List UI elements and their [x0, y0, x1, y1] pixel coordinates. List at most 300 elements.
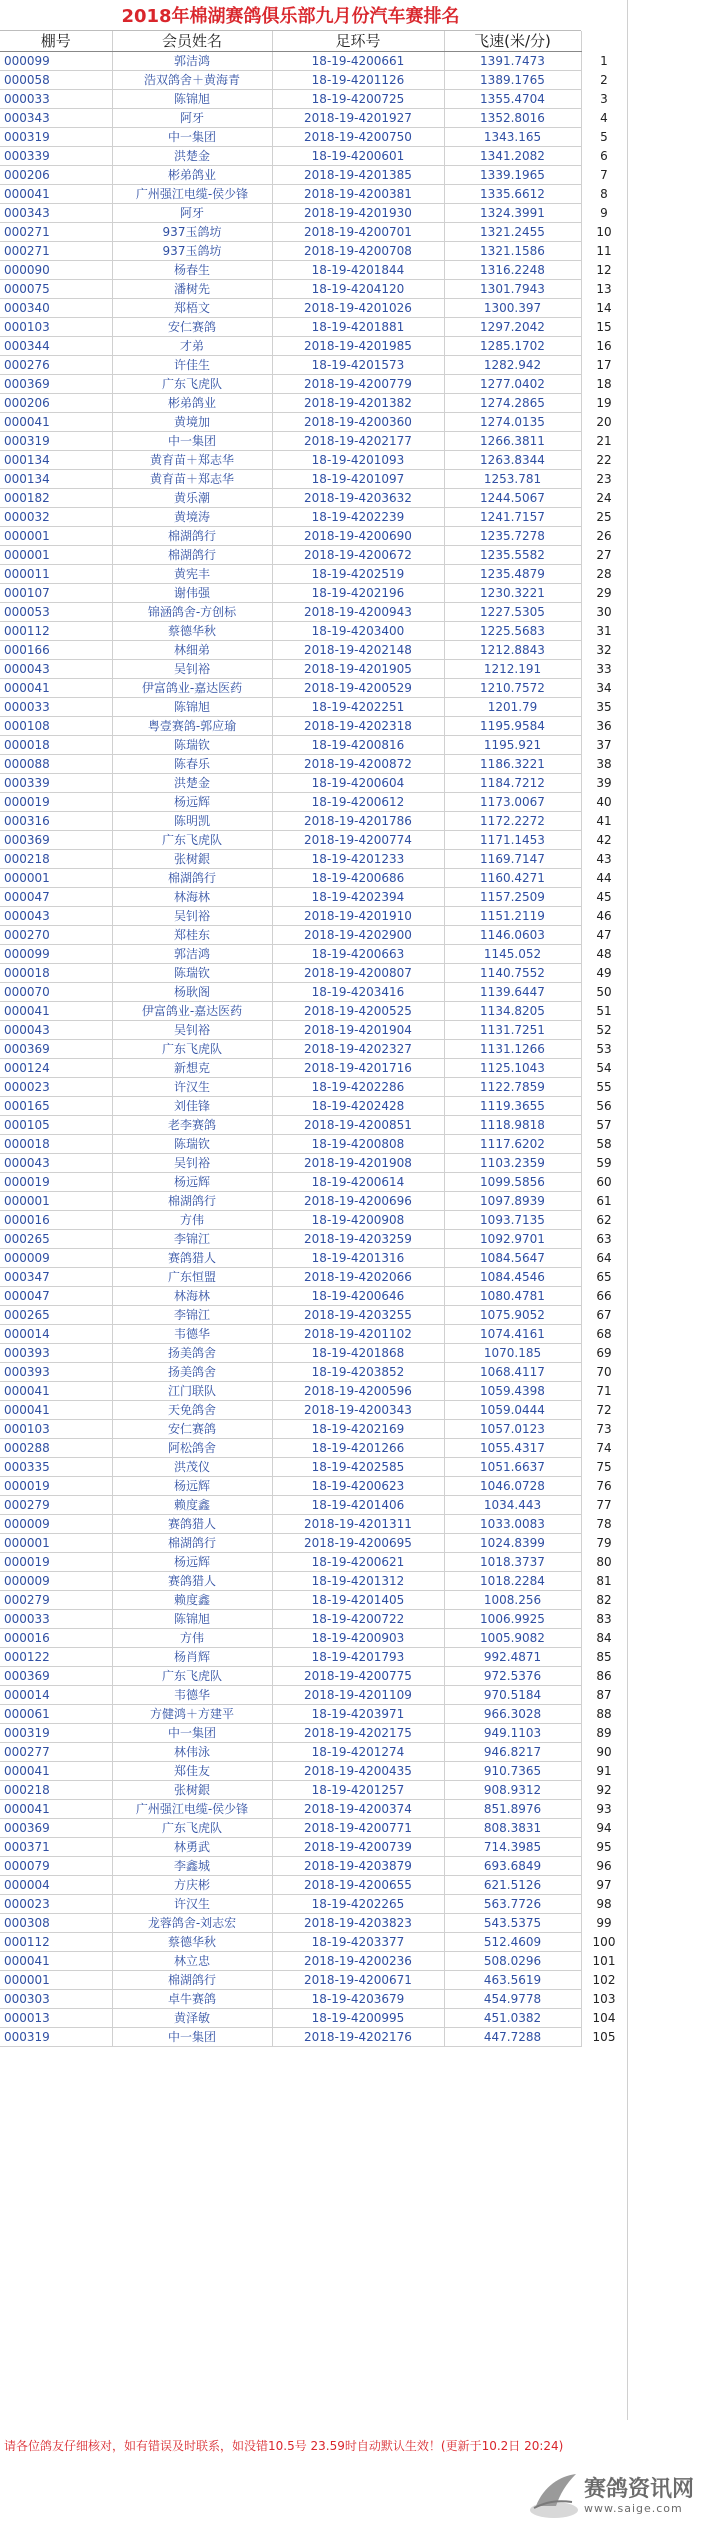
cell-member-name: 韦德华 — [112, 1686, 272, 1705]
rank-number: 69 — [596, 1345, 612, 1360]
rank-number: 46 — [596, 908, 612, 923]
cell-bird-id: 000047 — [0, 888, 112, 907]
table-row — [0, 166, 581, 185]
cell-speed: 851.8976 — [444, 1800, 581, 1819]
cell-member-name: 赖度鑫 — [112, 1496, 272, 1515]
cell-bird-id: 000276 — [0, 356, 112, 375]
cell-ring-number: 2018-19-4201908 — [272, 1154, 444, 1173]
cell-speed: 1341.2082 — [444, 147, 581, 166]
cell-bird-id: 000001 — [0, 546, 112, 565]
cell-ring-number: 18-19-4200808 — [272, 1135, 444, 1154]
cell-member-name: 谢伟强 — [112, 584, 272, 603]
cell-bird-id: 000058 — [0, 71, 112, 90]
rank-number: 9 — [600, 205, 608, 220]
table-row — [0, 983, 581, 1002]
cell-member-name: 阿牙 — [112, 109, 272, 128]
cell-member-name: 广东飞虎队 — [112, 1040, 272, 1059]
cell-ring-number: 2018-19-4200696 — [272, 1192, 444, 1211]
table-row — [0, 71, 581, 90]
rank-number: 77 — [596, 1497, 612, 1512]
cell-speed: 1080.4781 — [444, 1287, 581, 1306]
cell-bird-id: 000279 — [0, 1591, 112, 1610]
cell-speed: 1118.9818 — [444, 1116, 581, 1135]
rank-number: 52 — [596, 1022, 612, 1037]
cell-ring-number: 18-19-4200661 — [272, 52, 444, 71]
rank-number: 4 — [600, 110, 608, 125]
cell-ring-number: 2018-19-4201382 — [272, 394, 444, 413]
rank-number: 1 — [600, 53, 608, 68]
rank-number: 6 — [600, 148, 608, 163]
cell-bird-id: 000041 — [0, 413, 112, 432]
cell-member-name: 林海林 — [112, 888, 272, 907]
cell-ring-number: 2018-19-4200236 — [272, 1952, 444, 1971]
cell-bird-id: 000047 — [0, 1287, 112, 1306]
cell-member-name: 卓牛赛鸽 — [112, 1990, 272, 2009]
cell-ring-number: 2018-19-4201930 — [272, 204, 444, 223]
cell-speed: 1024.8399 — [444, 1534, 581, 1553]
cell-member-name: 彬弟鸽业 — [112, 166, 272, 185]
cell-speed: 1172.2272 — [444, 812, 581, 831]
cell-speed: 714.3985 — [444, 1838, 581, 1857]
table-row — [0, 1135, 581, 1154]
cell-ring-number: 2018-19-4200381 — [272, 185, 444, 204]
site-logo — [526, 2466, 720, 2524]
table-row — [0, 185, 581, 204]
table-row — [0, 1420, 581, 1439]
cell-bird-id: 000339 — [0, 147, 112, 166]
rank-number: 41 — [596, 813, 612, 828]
rank-number: 88 — [596, 1706, 612, 1721]
cell-ring-number: 2018-19-4200750 — [272, 128, 444, 147]
cell-bird-id: 000001 — [0, 1192, 112, 1211]
rank-number: 70 — [596, 1364, 612, 1379]
table-row — [0, 1496, 581, 1515]
cell-speed: 1131.7251 — [444, 1021, 581, 1040]
rank-number: 66 — [596, 1288, 612, 1303]
cell-ring-number: 2018-19-4202148 — [272, 641, 444, 660]
rank-number: 22 — [596, 452, 612, 467]
cell-ring-number: 2018-19-4201905 — [272, 660, 444, 679]
cell-speed: 621.5126 — [444, 1876, 581, 1895]
cell-bird-id: 000075 — [0, 280, 112, 299]
cell-member-name: 许汉生 — [112, 1895, 272, 1914]
cell-member-name: 林伟泳 — [112, 1743, 272, 1762]
cell-ring-number: 18-19-4201793 — [272, 1648, 444, 1667]
cell-speed: 1033.0083 — [444, 1515, 581, 1534]
cell-bird-id: 000041 — [0, 1002, 112, 1021]
cell-member-name: 蔡德华秋 — [112, 622, 272, 641]
table-row — [0, 1534, 581, 1553]
table-row — [0, 774, 581, 793]
cell-bird-id: 000308 — [0, 1914, 112, 1933]
cell-member-name: 陈瑞钦 — [112, 964, 272, 983]
table-row — [0, 1895, 581, 1914]
cell-ring-number: 18-19-4200621 — [272, 1553, 444, 1572]
table-row — [0, 1686, 581, 1705]
table-row — [0, 1021, 581, 1040]
rank-number: 32 — [596, 642, 612, 657]
cell-speed: 1005.9082 — [444, 1629, 581, 1648]
cell-bird-id: 000112 — [0, 622, 112, 641]
cell-member-name: 陈锦旭 — [112, 90, 272, 109]
cell-bird-id: 000023 — [0, 1895, 112, 1914]
rank-number: 63 — [596, 1231, 612, 1246]
cell-speed: 1093.7135 — [444, 1211, 581, 1230]
cell-member-name: 黄泽敏 — [112, 2009, 272, 2028]
cell-bird-id: 000041 — [0, 1952, 112, 1971]
cell-speed: 1391.7473 — [444, 52, 581, 71]
cell-ring-number: 18-19-4200722 — [272, 1610, 444, 1629]
cell-ring-number: 2018-19-4203259 — [272, 1230, 444, 1249]
cell-ring-number: 2018-19-4200374 — [272, 1800, 444, 1819]
cell-ring-number: 18-19-4201093 — [272, 451, 444, 470]
cell-bird-id: 000009 — [0, 1572, 112, 1591]
rank-number: 49 — [596, 965, 612, 980]
cell-ring-number: 18-19-4201233 — [272, 850, 444, 869]
cell-bird-id: 000018 — [0, 964, 112, 983]
cell-member-name: 棉湖鸽行 — [112, 869, 272, 888]
cell-member-name: 赛鸽猎人 — [112, 1249, 272, 1268]
rank-number: 27 — [596, 547, 612, 562]
cell-speed: 1125.1043 — [444, 1059, 581, 1078]
cell-bird-id: 000319 — [0, 2028, 112, 2047]
cell-bird-id: 000041 — [0, 1401, 112, 1420]
table-row — [0, 299, 581, 318]
rank-number: 5 — [600, 129, 608, 144]
cell-member-name: 林海林 — [112, 1287, 272, 1306]
cell-speed: 1084.4546 — [444, 1268, 581, 1287]
table-row — [0, 2009, 581, 2028]
rank-number: 48 — [596, 946, 612, 961]
cell-ring-number: 18-19-4201573 — [272, 356, 444, 375]
table-row — [0, 641, 581, 660]
cell-ring-number: 18-19-4201257 — [272, 1781, 444, 1800]
rank-number: 7 — [600, 167, 608, 182]
cell-ring-number: 18-19-4204120 — [272, 280, 444, 299]
table-row — [0, 907, 581, 926]
cell-speed: 1225.5683 — [444, 622, 581, 641]
header-member: 会员姓名 — [112, 31, 272, 52]
cell-speed: 946.8217 — [444, 1743, 581, 1762]
table-row — [0, 812, 581, 831]
cell-speed: 563.7726 — [444, 1895, 581, 1914]
cell-ring-number: 2018-19-4201385 — [272, 166, 444, 185]
rank-number: 15 — [596, 319, 612, 334]
cell-speed: 1018.3737 — [444, 1553, 581, 1572]
cell-speed: 1195.921 — [444, 736, 581, 755]
cell-bird-id: 000041 — [0, 185, 112, 204]
cell-bird-id: 000369 — [0, 1040, 112, 1059]
table-row — [0, 1762, 581, 1781]
header-ring: 足环号 — [272, 31, 444, 52]
cell-member-name: 杨肖辉 — [112, 1648, 272, 1667]
table-row — [0, 90, 581, 109]
cell-bird-id: 000265 — [0, 1306, 112, 1325]
cell-member-name: 浩双鸽舍＋黄海青 — [112, 71, 272, 90]
cell-bird-id: 000218 — [0, 850, 112, 869]
cell-speed: 1055.4317 — [444, 1439, 581, 1458]
rank-number: 89 — [596, 1725, 612, 1740]
table-row — [0, 755, 581, 774]
table-row — [0, 356, 581, 375]
cell-ring-number: 18-19-4200903 — [272, 1629, 444, 1648]
table-row — [0, 52, 581, 71]
rank-number: 94 — [596, 1820, 612, 1835]
cell-member-name: 洪茂仪 — [112, 1458, 272, 1477]
cell-member-name: 陈锦旭 — [112, 1610, 272, 1629]
cell-speed: 1244.5067 — [444, 489, 581, 508]
cell-member-name: 李鑫城 — [112, 1857, 272, 1876]
table-row — [0, 489, 581, 508]
rank-number: 8 — [600, 186, 608, 201]
cell-member-name: 许汉生 — [112, 1078, 272, 1097]
cell-bird-id: 000013 — [0, 2009, 112, 2028]
cell-ring-number: 2018-19-4200690 — [272, 527, 444, 546]
cell-member-name: 陈锦旭 — [112, 698, 272, 717]
table-row — [0, 527, 581, 546]
table-row — [0, 1629, 581, 1648]
cell-speed: 1274.2865 — [444, 394, 581, 413]
cell-speed: 508.0296 — [444, 1952, 581, 1971]
rank-number: 12 — [596, 262, 612, 277]
cell-bird-id: 000061 — [0, 1705, 112, 1724]
cell-bird-id: 000019 — [0, 1477, 112, 1496]
cell-member-name: 方健鸿＋方建平 — [112, 1705, 272, 1724]
cell-bird-id: 000009 — [0, 1515, 112, 1534]
table-row — [0, 1667, 581, 1686]
table-row — [0, 280, 581, 299]
cell-member-name: 伊富鸽业-嘉达医药 — [112, 1002, 272, 1021]
cell-speed: 1300.397 — [444, 299, 581, 318]
cell-member-name: 广东恒盟 — [112, 1268, 272, 1287]
cell-bird-id: 000079 — [0, 1857, 112, 1876]
table-row — [0, 793, 581, 812]
cell-bird-id: 000041 — [0, 1382, 112, 1401]
cell-member-name: 黄境加 — [112, 413, 272, 432]
cell-speed: 543.5375 — [444, 1914, 581, 1933]
cell-speed: 1352.8016 — [444, 109, 581, 128]
cell-ring-number: 2018-19-4201910 — [272, 907, 444, 926]
rank-number: 10 — [596, 224, 612, 239]
cell-member-name: 郑佳友 — [112, 1762, 272, 1781]
cell-member-name: 李锦江 — [112, 1306, 272, 1325]
cell-speed: 1186.3221 — [444, 755, 581, 774]
table-header-row — [0, 31, 581, 52]
cell-speed: 1139.6447 — [444, 983, 581, 1002]
cell-bird-id: 000122 — [0, 1648, 112, 1667]
cell-member-name: 洪楚金 — [112, 147, 272, 166]
cell-speed: 1169.7147 — [444, 850, 581, 869]
cell-ring-number: 2018-19-4201985 — [272, 337, 444, 356]
rank-number: 20 — [596, 414, 612, 429]
rank-number: 82 — [596, 1592, 612, 1607]
cell-bird-id: 000343 — [0, 204, 112, 223]
cell-ring-number: 18-19-4201312 — [272, 1572, 444, 1591]
cell-speed: 1092.9701 — [444, 1230, 581, 1249]
cell-speed: 1034.443 — [444, 1496, 581, 1515]
header-speed: 飞速(米/分) — [444, 31, 581, 52]
rank-number: 73 — [596, 1421, 612, 1436]
cell-member-name: 广州强江电缆-侯少锋 — [112, 1800, 272, 1819]
table-row — [0, 964, 581, 983]
cell-speed: 1051.6637 — [444, 1458, 581, 1477]
cell-member-name: 赛鸽猎人 — [112, 1572, 272, 1591]
cell-member-name: 937玉鸽坊 — [112, 223, 272, 242]
cell-ring-number: 2018-19-4202175 — [272, 1724, 444, 1743]
cell-ring-number: 18-19-4200686 — [272, 869, 444, 888]
cell-ring-number: 2018-19-4200695 — [272, 1534, 444, 1553]
cell-member-name: 新想克 — [112, 1059, 272, 1078]
cell-ring-number: 18-19-4200816 — [272, 736, 444, 755]
cell-bird-id: 000218 — [0, 1781, 112, 1800]
cell-member-name: 杨春生 — [112, 261, 272, 280]
cell-ring-number: 2018-19-4200525 — [272, 1002, 444, 1021]
table-row — [0, 394, 581, 413]
cell-member-name: 方伟 — [112, 1211, 272, 1230]
cell-bird-id: 000016 — [0, 1211, 112, 1230]
table-row — [0, 1477, 581, 1496]
cell-ring-number: 18-19-4203679 — [272, 1990, 444, 2009]
cell-member-name: 陈瑞钦 — [112, 1135, 272, 1154]
cell-speed: 1266.3811 — [444, 432, 581, 451]
cell-bird-id: 000347 — [0, 1268, 112, 1287]
cell-bird-id: 000271 — [0, 242, 112, 261]
cell-ring-number: 18-19-4202239 — [272, 508, 444, 527]
table-row — [0, 451, 581, 470]
cell-member-name: 陈明凯 — [112, 812, 272, 831]
footer-note: 请各位鸽友仔细核对，如有错误及时联系，如没错10.5号 23.59时自动默认生效！(更新于10.2日 20:24) — [4, 2439, 564, 2453]
cell-bird-id: 000108 — [0, 717, 112, 736]
cell-member-name: 安仁赛鸽 — [112, 318, 272, 337]
table-row — [0, 109, 581, 128]
cell-ring-number: 2018-19-4202176 — [272, 2028, 444, 2047]
cell-speed: 1097.8939 — [444, 1192, 581, 1211]
cell-ring-number: 2018-19-4201311 — [272, 1515, 444, 1534]
rank-number: 95 — [596, 1839, 612, 1854]
cell-member-name: 937玉鸽坊 — [112, 242, 272, 261]
cell-ring-number: 18-19-4201844 — [272, 261, 444, 280]
cell-member-name: 蔡德华秋 — [112, 1933, 272, 1952]
cell-bird-id: 000103 — [0, 318, 112, 337]
cell-member-name: 林细弟 — [112, 641, 272, 660]
cell-bird-id: 000339 — [0, 774, 112, 793]
rank-number: 57 — [596, 1117, 612, 1132]
table-row — [0, 1173, 581, 1192]
cell-bird-id: 000393 — [0, 1363, 112, 1382]
cell-bird-id: 000053 — [0, 603, 112, 622]
cell-speed: 949.1103 — [444, 1724, 581, 1743]
cell-bird-id: 000070 — [0, 983, 112, 1002]
rank-number: 17 — [596, 357, 612, 372]
rank-number: 83 — [596, 1611, 612, 1626]
cell-ring-number: 18-19-4203416 — [272, 983, 444, 1002]
table-row — [0, 1705, 581, 1724]
logo-text: 赛鸽资讯网 — [584, 2477, 695, 2502]
rank-number: 74 — [596, 1440, 612, 1455]
cell-member-name: 老李赛鸽 — [112, 1116, 272, 1135]
cell-speed: 1075.9052 — [444, 1306, 581, 1325]
cell-ring-number: 2018-19-4200872 — [272, 755, 444, 774]
cell-member-name: 林立忠 — [112, 1952, 272, 1971]
cell-bird-id: 000265 — [0, 1230, 112, 1249]
cell-speed: 1046.0728 — [444, 1477, 581, 1496]
table-row — [0, 1097, 581, 1116]
cell-speed: 910.7365 — [444, 1762, 581, 1781]
table-row — [0, 1800, 581, 1819]
table-row — [0, 223, 581, 242]
cell-ring-number: 18-19-4202265 — [272, 1895, 444, 1914]
cell-member-name: 广东飞虎队 — [112, 1667, 272, 1686]
rank-number: 25 — [596, 509, 612, 524]
rank-number: 72 — [596, 1402, 612, 1417]
cell-speed: 1316.2248 — [444, 261, 581, 280]
table-row — [0, 1914, 581, 1933]
cell-member-name: 粤壹赛鸽-郭应瑜 — [112, 717, 272, 736]
cell-ring-number: 18-19-4201868 — [272, 1344, 444, 1363]
cell-speed: 1235.5582 — [444, 546, 581, 565]
rank-number: 79 — [596, 1535, 612, 1550]
cell-ring-number: 2018-19-4200701 — [272, 223, 444, 242]
cell-bird-id: 000043 — [0, 907, 112, 926]
cell-ring-number: 2018-19-4203632 — [272, 489, 444, 508]
cell-ring-number: 18-19-4202251 — [272, 698, 444, 717]
cell-speed: 1070.185 — [444, 1344, 581, 1363]
cell-member-name: 棉湖鸽行 — [112, 1534, 272, 1553]
cell-speed: 1068.4117 — [444, 1363, 581, 1382]
cell-bird-id: 000279 — [0, 1496, 112, 1515]
cell-member-name: 吴钊裕 — [112, 660, 272, 679]
cell-bird-id: 000134 — [0, 470, 112, 489]
cell-member-name: 刘佳锋 — [112, 1097, 272, 1116]
rank-number: 23 — [596, 471, 612, 486]
cell-member-name: 赛鸽猎人 — [112, 1515, 272, 1534]
rank-number: 40 — [596, 794, 612, 809]
cell-member-name: 中一集团 — [112, 1724, 272, 1743]
cell-member-name: 广州强江电缆-侯少锋 — [112, 185, 272, 204]
header-bird: 棚号 — [0, 31, 112, 52]
cell-speed: 693.6849 — [444, 1857, 581, 1876]
rank-number: 85 — [596, 1649, 612, 1664]
cell-speed: 808.3831 — [444, 1819, 581, 1838]
cell-bird-id: 000316 — [0, 812, 112, 831]
cell-member-name: 陈春乐 — [112, 755, 272, 774]
cell-ring-number: 18-19-4202169 — [272, 1420, 444, 1439]
cell-member-name: 杨耿阁 — [112, 983, 272, 1002]
cell-speed: 1145.052 — [444, 945, 581, 964]
cell-bird-id: 000014 — [0, 1686, 112, 1705]
cell-member-name: 伊富鸽业-嘉达医药 — [112, 679, 272, 698]
page-title: 2018年棉湖赛鸽俱乐部九月份汽车赛排名 — [0, 0, 581, 31]
table-row — [0, 565, 581, 584]
rank-number: 92 — [596, 1782, 612, 1797]
cell-bird-id: 000270 — [0, 926, 112, 945]
cell-member-name: 杨远辉 — [112, 793, 272, 812]
rank-number: 84 — [596, 1630, 612, 1645]
cell-member-name: 方庆彬 — [112, 1876, 272, 1895]
ranking-table — [0, 31, 582, 2047]
cell-bird-id: 000319 — [0, 432, 112, 451]
cell-bird-id: 000335 — [0, 1458, 112, 1477]
cell-ring-number: 18-19-4201405 — [272, 1591, 444, 1610]
cell-bird-id: 000271 — [0, 223, 112, 242]
cell-speed: 1253.781 — [444, 470, 581, 489]
table-row — [0, 584, 581, 603]
table-row — [0, 1230, 581, 1249]
cell-speed: 447.7288 — [444, 2028, 581, 2047]
table-row — [0, 1287, 581, 1306]
cell-bird-id: 000369 — [0, 1667, 112, 1686]
cell-speed: 970.5184 — [444, 1686, 581, 1705]
